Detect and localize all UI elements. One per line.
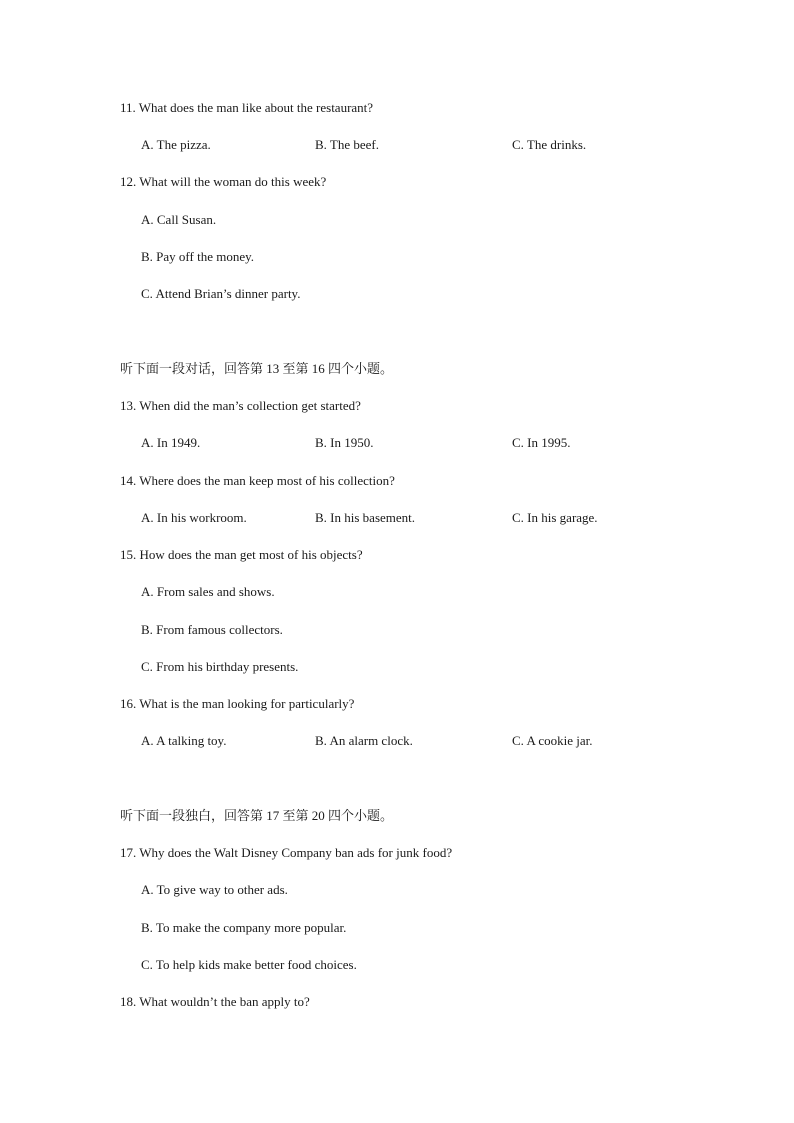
question-14: 14. Where does the man keep most of his collection? [120,473,395,488]
q13-option-b: B. In 1950. [315,435,374,450]
q12-option-b: B. Pay off the money. [141,249,255,264]
q13-option-c: C. In 1995. [512,435,571,450]
q12-option-c: C. Attend Brian’s dinner party. [141,286,301,301]
q15-option-a: A. From sales and shows. [141,584,275,599]
q15-option-c: C. From his birthday presents. [141,659,299,674]
q16-option-a: A. A talking toy. [141,733,227,748]
q14-option-b: B. In his basement. [315,510,416,525]
q15-option-b: B. From famous collectors. [141,622,283,637]
q17-option-a: A. To give way to other ads. [141,882,288,897]
q13-option-a: A. In 1949. [141,435,201,450]
q14-option-a: A. In his workroom. [141,510,247,525]
q14-option-c: C. In his garage. [512,510,598,525]
q16-option-b: B. An alarm clock. [315,733,413,748]
q17-option-b: B. To make the company more popular. [141,920,347,935]
question-17: 17. Why does the Walt Disney Company ban ads for junk food? [120,845,453,860]
question-12: 12. What will the woman do this week? [120,174,327,189]
question-18: 18. What wouldn’t the ban apply to? [120,994,310,1009]
q16-option-c: C. A cookie jar. [512,733,593,748]
q11-option-c: C. The drinks. [512,137,587,152]
question-13: 13. When did the man’s collection get started? [120,398,361,413]
question-16: 16. What is the man looking for particularly? [120,696,355,711]
q11-option-a: A. The pizza. [141,137,211,152]
section-instruction-13-16: 听下面一段对话，回答第 13 至第 16 四个小题。 [120,361,394,376]
q11-option-b: B. The beef. [315,137,380,152]
question-15: 15. How does the man get most of his objects? [120,547,363,562]
q17-option-c: C. To help kids make better food choices. [141,957,357,972]
section-instruction-17-20: 听下面一段独白，回答第 17 至第 20 四个小题。 [120,808,394,823]
q12-option-a: A. Call Susan. [141,212,217,227]
question-11: 11. What does the man like about the restaurant? [120,100,374,115]
